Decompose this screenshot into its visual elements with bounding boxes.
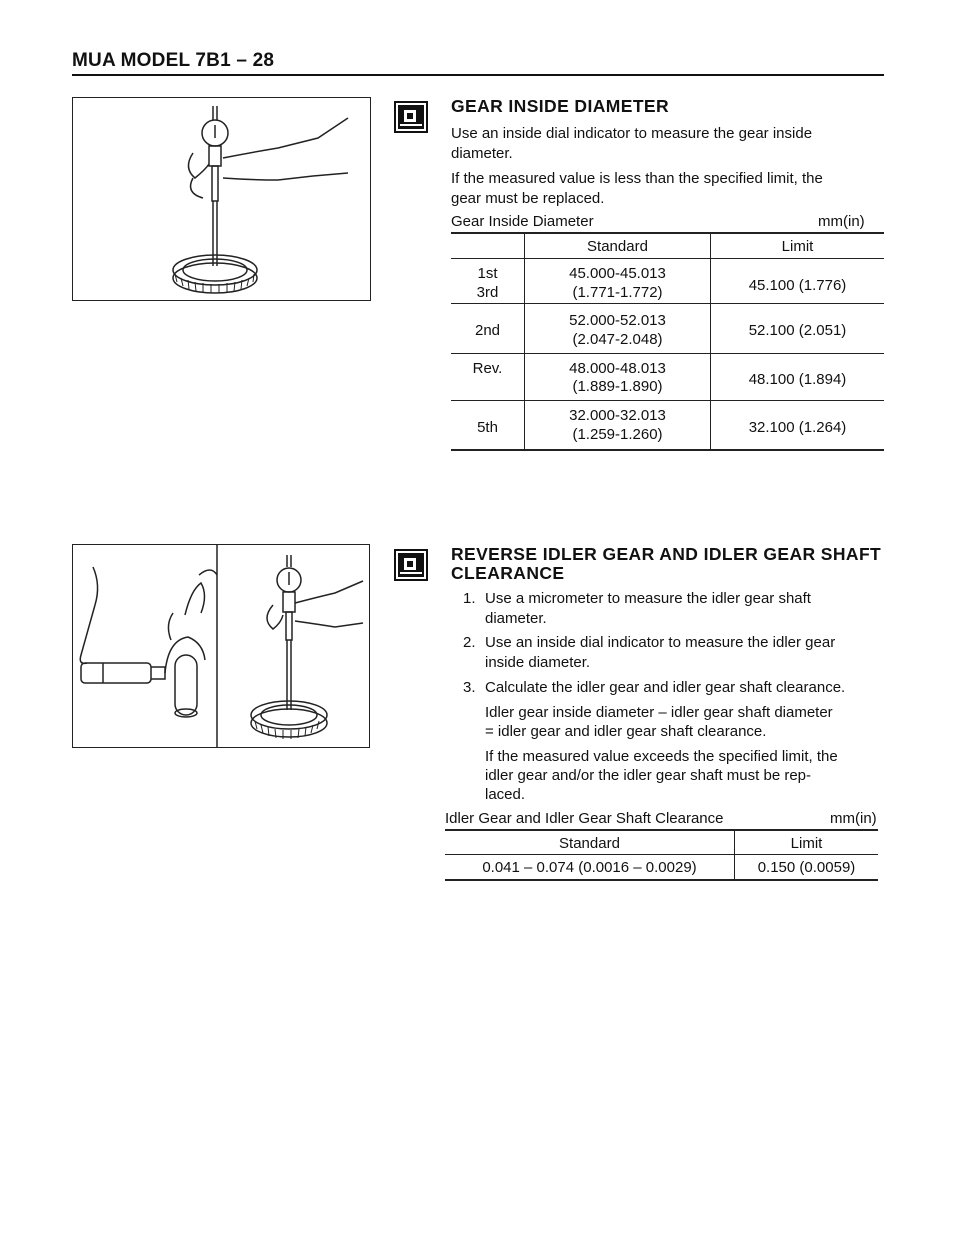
table-cell-standard: 45.000-45.013 xyxy=(569,265,666,282)
table-cell-gear: 3rd xyxy=(476,284,499,301)
section-heading-idler-gear-clearance: REVERSE IDLER GEAR AND IDLER GEAR SHAFT xyxy=(451,544,882,564)
table-cell-standard: 52.000-52.013 xyxy=(569,312,666,329)
table-header-standard: Standard xyxy=(587,238,648,255)
paragraph-line: diameter. xyxy=(451,145,513,162)
table-rule xyxy=(451,258,884,259)
table-rule xyxy=(451,232,884,234)
table-cell-gear: 5th xyxy=(477,419,498,436)
paragraph-line: If the measured value is less than the specified limit, the xyxy=(451,170,823,187)
table-cell-standard: 48.000-48.013 xyxy=(569,360,666,377)
formula-text: = idler gear and idler gear shaft clearance. xyxy=(485,723,767,740)
paragraph-line: Use an inside dial indicator to measure the gear inside xyxy=(451,125,813,142)
table-unit: mm(in) xyxy=(830,810,877,827)
page-header: MUA MODEL 7B1 – 28 xyxy=(72,50,275,71)
step-text: Calculate the idler gear and idler gear shaft clearance. xyxy=(485,679,846,696)
paragraph-line: gear must be replaced. xyxy=(451,190,605,207)
section-heading-idler-gear-clearance: CLEARANCE xyxy=(451,563,565,583)
step-number: 2. xyxy=(463,634,476,651)
step-text: inside diameter. xyxy=(485,654,591,671)
note-text: If the measured value exceeds the specified limit, the xyxy=(485,748,838,765)
step-number: 1. xyxy=(463,590,476,607)
step-text: diameter. xyxy=(485,610,547,627)
step-text: Use an inside dial indicator to measure the idler gear xyxy=(485,634,836,651)
step-text: Use a micrometer to measure the idler gear shaft xyxy=(485,590,811,607)
table-rule xyxy=(445,829,878,831)
step-number: 3. xyxy=(463,679,476,696)
table-cell-standard: (2.047-2.048) xyxy=(572,331,663,348)
figure-idler-gear-measurement xyxy=(72,544,370,748)
section-heading-gear-inside-diameter: GEAR INSIDE DIAMETER xyxy=(451,96,670,116)
table-cell-gear: 2nd xyxy=(474,322,501,339)
table-cell-limit: 48.100 (1.894) xyxy=(748,371,847,388)
service-tool-icon xyxy=(394,101,428,133)
table-header-standard: Standard xyxy=(559,835,620,852)
table-cell-limit: 32.100 (1.264) xyxy=(748,419,847,436)
table-rule xyxy=(451,449,884,451)
table-cell-standard: 0.041 – 0.074 (0.0016 – 0.0029) xyxy=(482,859,697,876)
micrometer-and-dial-illustration xyxy=(73,545,369,747)
table-cell-standard: 32.000-32.013 xyxy=(569,407,666,424)
table-rule xyxy=(445,879,878,881)
figure-gear-inside-diameter xyxy=(72,97,371,301)
service-tool-icon xyxy=(394,549,428,581)
table-rule xyxy=(451,303,884,304)
table-rule xyxy=(451,400,884,401)
table-unit: mm(in) xyxy=(818,213,865,230)
table-header-limit: Limit xyxy=(781,238,814,255)
table-rule xyxy=(445,854,878,855)
table-cell-standard: (1.771-1.772) xyxy=(572,284,663,301)
table-caption: Idler Gear and Idler Gear Shaft Clearance xyxy=(445,810,724,827)
note-text: laced. xyxy=(485,786,526,803)
table-cell-standard: (1.259-1.260) xyxy=(572,426,663,443)
note-text: idler gear and/or the idler gear shaft must be rep- xyxy=(485,767,812,784)
table-cell-limit: 0.150 (0.0059) xyxy=(757,859,856,876)
table-rule xyxy=(451,353,884,354)
table-cell-limit: 45.100 (1.776) xyxy=(748,277,847,294)
table-cell-standard: (1.889-1.890) xyxy=(572,378,663,395)
dial-indicator-illustration xyxy=(73,98,370,300)
table-header-limit: Limit xyxy=(790,835,823,852)
table-cell-gear: Rev. xyxy=(472,360,503,377)
header-rule xyxy=(72,74,884,76)
table-cell-limit: 52.100 (2.051) xyxy=(748,322,847,339)
formula-text: Idler gear inside diameter – idler gear shaft diameter xyxy=(485,704,833,721)
table-cell-gear: 1st xyxy=(477,265,498,282)
table-caption: Gear Inside Diameter xyxy=(451,213,594,230)
